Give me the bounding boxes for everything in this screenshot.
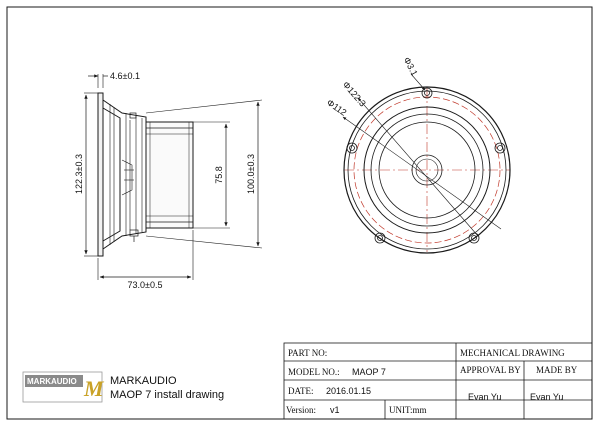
side-flange [98,93,103,256]
side-view [84,74,262,280]
dim-magnet-diameter: 75.8 [214,166,224,184]
made-label: MADE BY [536,365,578,375]
dim-hole-diameter: Φ3.1 [401,55,420,78]
dim-basket-diameter: 100.0±0.3 [246,154,256,194]
made-name: Evan Yu [530,392,564,402]
side-basket [103,100,146,249]
markaudio-logo [23,372,105,402]
dim-bolt-circle: Φ122.3 [340,79,368,109]
logo-brand-text: MARKAUDIO [27,377,77,386]
date-value: 2016.01.15 [326,386,372,396]
side-magnet [146,122,193,228]
unit-label: UNIT:mm [389,405,427,415]
side-cone [103,108,120,241]
date-label: DATE: [288,386,314,396]
model-no-value: MAOP 7 [352,367,386,377]
dim-depth: 73.0±0.5 [127,280,163,290]
dim-flange-diameter: 122.3±0.3 [74,154,84,194]
logo-monogram: M [84,376,104,401]
drawing-title: MAOP 7 install drawing [110,389,225,401]
version-label: Version: [286,405,316,415]
leader-bolt-circle [358,98,478,236]
dim-outer-diameter: Φ112 [325,97,349,118]
part-no-label: PART NO: [288,348,328,358]
company-name: MARKAUDIO [110,375,177,387]
dim-flange-thickness: 4.6±0.1 [110,71,140,81]
model-no-label: MODEL NO.: [288,367,340,377]
approval-label: APPROVAL BY [460,365,521,375]
drawing-type: MECHANICAL DRAWING [460,348,565,358]
leader-outer [343,117,501,229]
version-value: v1 [330,405,340,415]
approval-name: Evan Yu [468,392,502,402]
